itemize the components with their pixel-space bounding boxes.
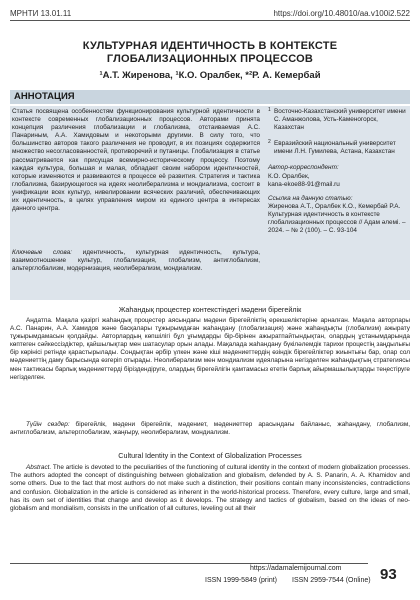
kazakh-title: Жаһандық процестер контекстіндегі мәдени бірегейлік <box>118 305 302 314</box>
corresponding-author-label: Автор-корреспондент: <box>268 164 339 172</box>
page-number: 93 <box>380 566 397 583</box>
running-header <box>10 6 410 20</box>
article-authors: ¹А.Т. Жиренова, ¹К.О. Оралбек, *²Р. А. Кемербай <box>99 70 321 81</box>
affiliation-1 <box>268 108 408 132</box>
abstract-ru: Статья посвящена особенностям функционирования культурной идентичности в контексте современных глобализационных процессов. Авторами принята концепция различения глобализации и глобализма, отстаиваемая А.С. Панариным, А.А. Хамидовым и некоторыми другими. В силу того, что большинство авторов такого различения не проводит, в их позициях содержится множество несогласованностей, противоречий и путаницы. Глобализация в статье рассматривается как присущая всемирно-историческому процессу. Поэтому каждая культура, большая и малая, обладает своим набором идентичностей, которые изменяются и развиваются в процессе её развития. Стратегия и тактика глобализма, базирующегося на идеях неолиберализма и мондиализма, состоит в унификации всех культур, нивелировании всяческих различий, обеспечивающих их идентичность, в целях управления миром из единого центра в интересах данного центра. <box>12 108 260 213</box>
keywords-kk-text: бірегейлік, мәдени бірегейлік, мәдениет, мәдениеттер арасындағы байланыс, жаһандану, глобализм, антиглобализм, альтерглобализм, жаңғыру, неолиберализм, мондиализм. <box>10 421 410 437</box>
issn-online: ISSN 2959-7544 (Online) <box>292 577 371 584</box>
article-sidebar <box>268 108 408 235</box>
article-title <box>0 40 420 66</box>
footer-rule <box>10 563 368 564</box>
affiliation-1-text: Восточно-Казахстанский университет имени С. Аманжолова, Усть-Каменогорск, Казахстан <box>274 108 406 132</box>
journal-url[interactable]: https://adamalemijournal.com <box>250 565 342 572</box>
affiliation-1-number: 1 <box>268 107 271 113</box>
affiliation-2 <box>268 140 408 156</box>
abstract-en <box>10 464 410 513</box>
corresponding-author-name: К.О. Оралбек, <box>268 172 310 180</box>
abstract-en-lead: Abstract. <box>26 464 52 471</box>
annotation-heading: АННОТАЦИЯ <box>14 91 75 102</box>
keywords-ru-label: Ключевые слова: <box>12 249 72 256</box>
keywords-ru-text: идентичность, культурная идентичность, культура, взаимоотношение культур, глобализация, глобализм, антиглобализм, альтерглобализм, модернизация, неолиберализм, мондиализм. <box>12 249 260 273</box>
cite-label: Ссылка на данную статью: <box>268 194 353 202</box>
header-rule <box>10 20 410 21</box>
abstract-en-text: The article is devoted to the peculiarities of the functioning of cultural identity in the context of modern globalization processes. The authors adopted the concept of distinguishing between globalization and globalism, defended by A. S. Panarin, A. A. Khamidov and some others. Due to the fact that most authors do not make such a distinction, their positions contain many inconsistencies, contradictions and confusion. Globalization in the article is considered as inherent in the world-historical process. Therefore, every culture, large and small, has its own set of identities that change and develop as it develops. The strategy and tactics of globalism, based on the ideas of neo-globalism and mondialism, consists in the unification of all cultures, leveling out all their <box>10 464 410 513</box>
issn-print: ISSN 1999-5849 (print) <box>205 577 277 584</box>
corresponding-author-email[interactable]: kana-ekoe88-91@mail.ru <box>268 180 340 188</box>
doi-link[interactable]: https://doi.org/10.48010/aa.v100i2.522 <box>273 8 410 18</box>
affiliation-2-number: 2 <box>268 139 271 146</box>
keywords-kk-label: Түйін сөздер: <box>26 421 70 428</box>
mrnti-code: МРНТИ 13.01.11 <box>10 8 72 18</box>
cite-text: Жиренова А.Т., Оралбек К.О., Кемербай Р.А. Культурная идентичность в контексте глобализационных процессов // Адам әлемі. – 2024. – № 2 (100). – С. 93-104 <box>268 202 406 235</box>
affiliation-2-text: Евразийский национальный университет имени Л.Н. Гумилева, Астана, Казахстан <box>274 140 396 156</box>
keywords-kk <box>10 421 410 437</box>
abstract-kk: Аңдатпа. Мақала қазіргі жаһандық процестер аясындағы мәдени бірегейліктің ерекшеліктеріне арналған. Мақала авторлары А.С. Панарин, А.А. Хамидов және басқалары тұжырымдаған жаһандану (глобализация) және жаһандықты (глобализм) ажырату тұжырымдамасын қолдайды. Авторлардың көпшілігі бұл ұғымдарды бір-бірінен ажыратпайтындықтан, олардың ұстанымдарында көптеген сәйкессіздіктер, қайшылықтар мен шатасулар орын алады. Мақалада жаһандану бүкіләлемдік тарихи процестің заңдылығы бір көрінісі ретінде қарастырылады. Сондықтан әрбір үлкен және кіші мәдениеттердің өзіндік бірегейліктер жиынтығы бар, олар сол мәдениеттің даму барысында өзгеріп отырады. Неолиберализм мен мондиализм идеяларына негізделген жаһандықтың стратегиясы мен тактикасы барлық мәдениеттерді біріздендіруге, олардың бірегейлігін қамтамасыз ететін барлық айырмашылықтарды теңестіруге негізделген. <box>10 317 410 381</box>
keywords-ru <box>12 249 260 273</box>
english-title: Cultural Identity in the Context of Globalization Processes <box>118 451 302 460</box>
article-title-text: КУЛЬТУРНАЯ ИДЕНТИЧНОСТЬ В КОНТЕКСТЕ ГЛОБАЛИЗАЦИОННЫХ ПРОЦЕССОВ <box>82 40 338 65</box>
